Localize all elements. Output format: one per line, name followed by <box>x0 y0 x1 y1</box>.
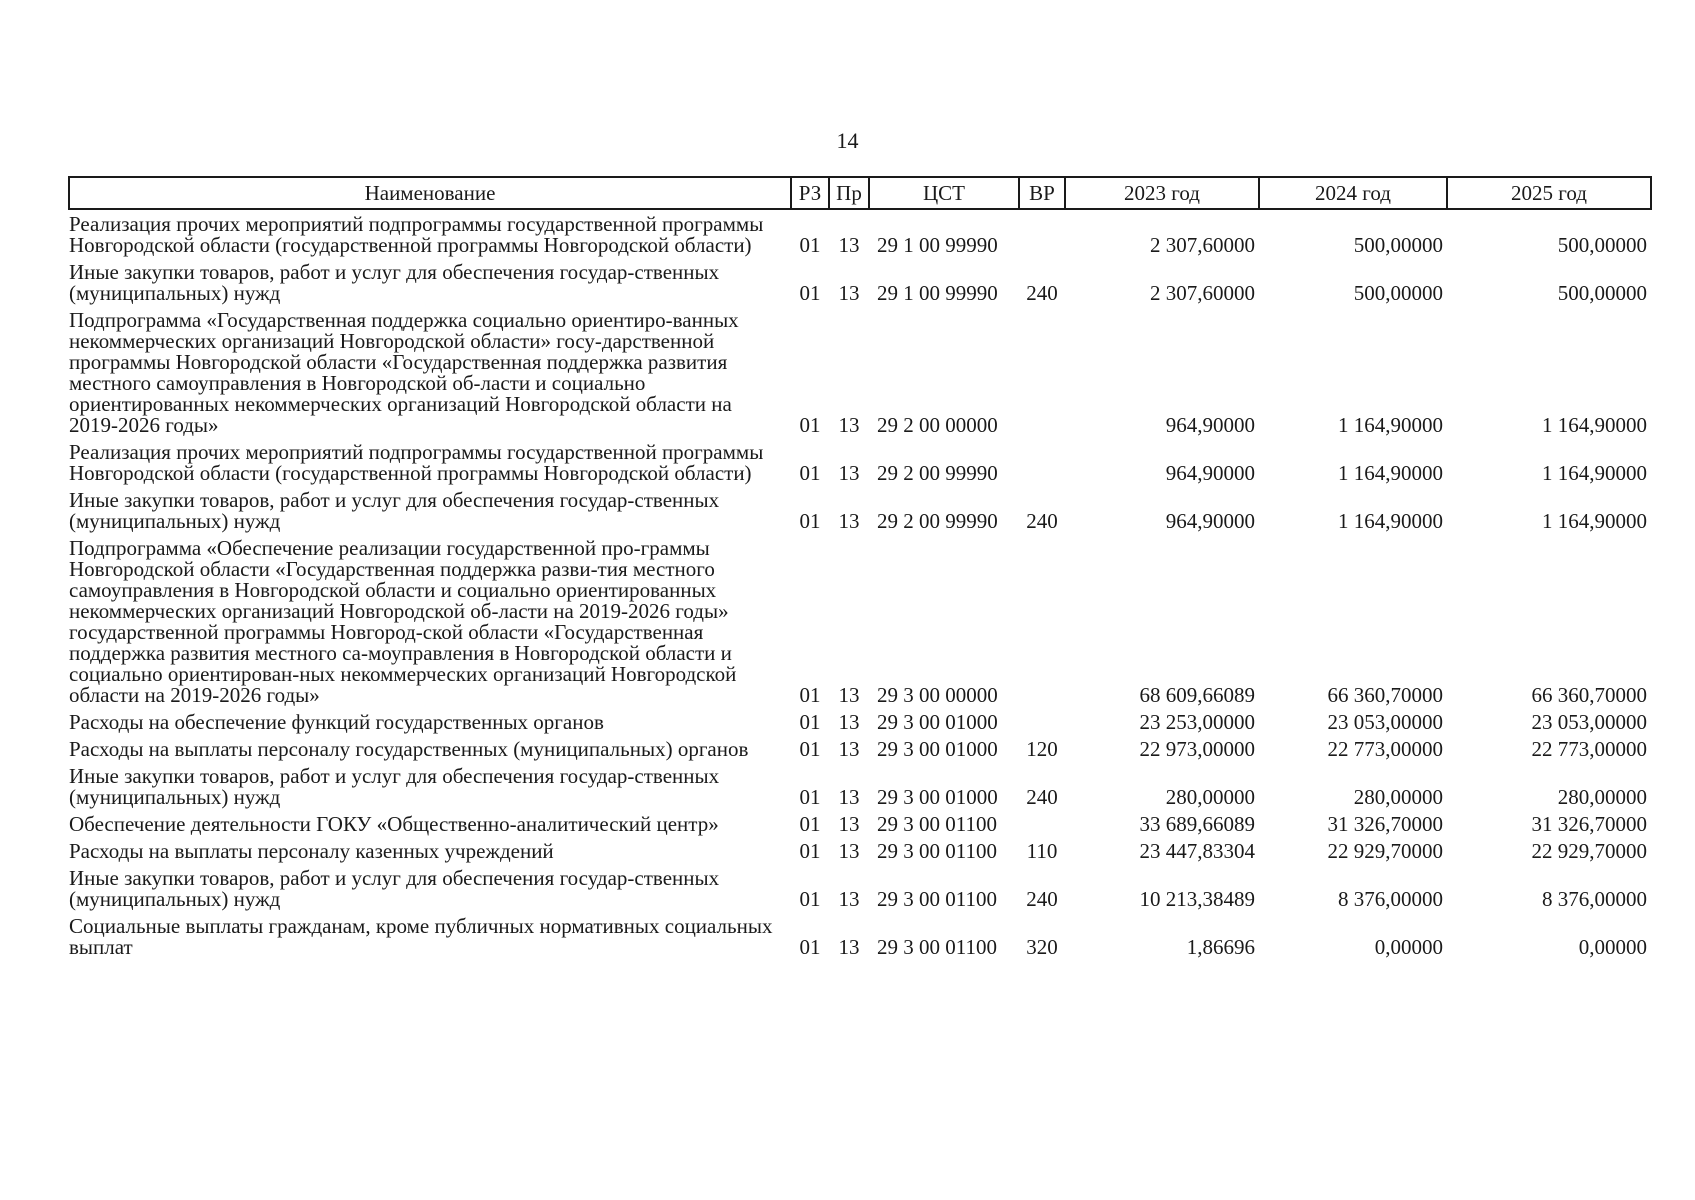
cell-vr <box>1019 534 1065 708</box>
cell-pr: 13 <box>838 887 860 911</box>
cell-2024: 1 164,90000 <box>1338 509 1443 533</box>
cell-2024: 22 929,70000 <box>1327 839 1443 863</box>
cell-2023: 33 689,66089 <box>1139 812 1255 836</box>
cell-2025: 500,00000 <box>1557 233 1647 257</box>
cell-name: Реализация прочих мероприятий подпрограммы государственной программы Новгородской области (государственной программы Новгородской области) <box>69 212 764 257</box>
cell-name: Обеспечение деятельности ГОКУ «Общественно-аналитический центр» <box>69 812 719 836</box>
cell-rz: 01 <box>799 785 821 809</box>
cell-2024: 66 360,70000 <box>1327 683 1443 707</box>
cell-cst: 29 1 00 99990 <box>877 233 998 257</box>
header-2023: 2023 год <box>1065 177 1259 209</box>
cell-2023: 2 307,60000 <box>1150 281 1255 305</box>
cell-pr: 13 <box>838 710 860 734</box>
cell-name: Иные закупки товаров, работ и услуг для обеспечения государ-ственных (муниципальных) нужд <box>69 260 720 305</box>
cell-2023: 68 609,66089 <box>1139 683 1255 707</box>
cell-vr: 240 <box>1026 281 1058 305</box>
cell-rz: 01 <box>799 710 821 734</box>
cell-cst: 29 3 00 01000 <box>877 785 998 809</box>
cell-name: Иные закупки товаров, работ и услуг для обеспечения государ-ственных (муниципальных) нужд <box>69 764 720 809</box>
cell-rz: 01 <box>799 683 821 707</box>
cell-2023: 22 973,00000 <box>1139 737 1255 761</box>
cell-2024: 31 326,70000 <box>1327 812 1443 836</box>
table-row <box>69 810 1651 837</box>
cell-pr: 13 <box>838 461 860 485</box>
cell-2025: 1 164,90000 <box>1542 461 1647 485</box>
cell-name: Расходы на обеспечение функций государственных органов <box>69 710 604 734</box>
cell-vr <box>1019 708 1065 735</box>
cell-2023: 1,86696 <box>1186 935 1255 959</box>
cell-pr: 13 <box>838 785 860 809</box>
cell-name: Иные закупки товаров, работ и услуг для обеспечения государ-ственных (муниципальных) нужд <box>69 866 720 911</box>
cell-2024: 8 376,00000 <box>1338 887 1443 911</box>
cell-cst: 29 3 00 01000 <box>877 710 998 734</box>
header-2025: 2025 год <box>1447 177 1651 209</box>
cell-name: Расходы на выплаты персоналу государственных (муниципальных) органов <box>69 737 749 761</box>
cell-vr <box>1019 209 1065 258</box>
header-2024: 2024 год <box>1259 177 1447 209</box>
table-body <box>69 209 1651 960</box>
cell-cst: 29 2 00 99990 <box>877 461 998 485</box>
cell-vr <box>1019 810 1065 837</box>
cell-2024: 23 053,00000 <box>1327 710 1443 734</box>
cell-2023: 23 447,83304 <box>1139 839 1255 863</box>
header-rz: РЗ <box>791 177 829 209</box>
cell-2023: 964,90000 <box>1165 509 1255 533</box>
table-header <box>69 177 1651 209</box>
cell-rz: 01 <box>799 887 821 911</box>
cell-rz: 01 <box>799 935 821 959</box>
table-row <box>69 486 1651 534</box>
cell-2024: 0,00000 <box>1374 935 1443 959</box>
header-cst: ЦСТ <box>869 177 1019 209</box>
budget-table <box>68 176 1652 960</box>
cell-rz: 01 <box>799 461 821 485</box>
cell-2023: 964,90000 <box>1165 413 1255 437</box>
cell-pr: 13 <box>838 281 860 305</box>
cell-cst: 29 2 00 00000 <box>877 413 998 437</box>
cell-2025: 280,00000 <box>1557 785 1647 809</box>
cell-vr: 110 <box>1026 839 1058 863</box>
cell-pr: 13 <box>838 737 860 761</box>
cell-cst: 29 3 00 01100 <box>877 935 997 959</box>
table-row <box>69 209 1651 258</box>
cell-vr: 320 <box>1026 935 1058 959</box>
table-row <box>69 735 1651 762</box>
cell-vr: 120 <box>1026 737 1058 761</box>
header-row <box>69 177 1651 209</box>
cell-pr: 13 <box>838 683 860 707</box>
cell-cst: 29 1 00 99990 <box>877 281 998 305</box>
cell-pr: 13 <box>838 509 860 533</box>
cell-2025: 500,00000 <box>1557 281 1647 305</box>
cell-2025: 0,00000 <box>1578 935 1647 959</box>
cell-2023: 2 307,60000 <box>1150 233 1255 257</box>
cell-pr: 13 <box>838 839 860 863</box>
cell-rz: 01 <box>799 233 821 257</box>
cell-2025: 8 376,00000 <box>1542 887 1647 911</box>
cell-2023: 964,90000 <box>1165 461 1255 485</box>
cell-2024: 1 164,90000 <box>1338 461 1443 485</box>
cell-name: Расходы на выплаты персоналу казенных учреждений <box>69 839 554 863</box>
cell-name: Подпрограмма «Государственная поддержка социально ориентиро-ванных некоммерческих организаций Новгородской области» госу-дарственной программы Новгородской области «Государственная поддержка развития местного самоуправления в Новгородской об-ласти и социально ориентированных некоммерческих организаций Новгородской области на 2019-2026 годы» <box>69 308 739 437</box>
cell-2024: 500,00000 <box>1353 233 1443 257</box>
cell-2025: 31 326,70000 <box>1531 812 1647 836</box>
table-row <box>69 708 1651 735</box>
cell-rz: 01 <box>799 812 821 836</box>
cell-vr: 240 <box>1026 785 1058 809</box>
cell-2025: 66 360,70000 <box>1531 683 1647 707</box>
cell-rz: 01 <box>799 509 821 533</box>
cell-2025: 1 164,90000 <box>1542 413 1647 437</box>
cell-2025: 1 164,90000 <box>1542 509 1647 533</box>
page-number: 14 <box>836 128 859 153</box>
cell-pr: 13 <box>838 413 860 437</box>
cell-2023: 280,00000 <box>1165 785 1255 809</box>
cell-rz: 01 <box>799 413 821 437</box>
header-pr: Пр <box>829 177 869 209</box>
header-name: Наименование <box>69 177 791 209</box>
cell-name: Иные закупки товаров, работ и услуг для обеспечения государ-ственных (муниципальных) нужд <box>69 488 720 533</box>
cell-cst: 29 3 00 01100 <box>877 887 997 911</box>
cell-cst: 29 2 00 99990 <box>877 509 998 533</box>
cell-name: Социальные выплаты гражданам, кроме публичных нормативных социальных выплат <box>69 914 773 959</box>
header-vr: ВР <box>1019 177 1065 209</box>
cell-2025: 22 929,70000 <box>1531 839 1647 863</box>
table-row <box>69 534 1651 708</box>
cell-cst: 29 3 00 00000 <box>877 683 998 707</box>
cell-2024: 500,00000 <box>1353 281 1443 305</box>
cell-2023: 10 213,38489 <box>1139 887 1255 911</box>
cell-cst: 29 3 00 01100 <box>877 839 997 863</box>
cell-cst: 29 3 00 01000 <box>877 737 998 761</box>
table-row <box>69 762 1651 810</box>
cell-vr: 240 <box>1026 887 1058 911</box>
table-row <box>69 258 1651 306</box>
cell-rz: 01 <box>799 839 821 863</box>
cell-2024: 280,00000 <box>1353 785 1443 809</box>
table-row <box>69 912 1651 960</box>
table-row <box>69 438 1651 486</box>
cell-2024: 1 164,90000 <box>1338 413 1443 437</box>
cell-name: Реализация прочих мероприятий подпрограммы государственной программы Новгородской области (государственной программы Новгородской области) <box>69 440 764 485</box>
cell-2025: 22 773,00000 <box>1531 737 1647 761</box>
cell-2024: 22 773,00000 <box>1327 737 1443 761</box>
table-row <box>69 864 1651 912</box>
cell-vr <box>1019 438 1065 486</box>
table-row <box>69 837 1651 864</box>
cell-rz: 01 <box>799 737 821 761</box>
cell-2025: 23 053,00000 <box>1531 710 1647 734</box>
cell-pr: 13 <box>838 812 860 836</box>
cell-pr: 13 <box>838 935 860 959</box>
cell-name: Подпрограмма «Обеспечение реализации государственной про-граммы Новгородской области «Государственная поддержка разви-тия местного самоуправления в Новгородской области и социально ориентированных некоммерческих организаций Новгородской об-ласти на 2019-2026 годы» государственной программы Новгород-ской области «Государственная поддержка развития местного са-моуправления в Новгородской области и социально ориентирован-ных некоммерческих организаций Новгородской области на 2019-2026 годы» <box>69 536 737 707</box>
cell-rz: 01 <box>799 281 821 305</box>
cell-pr: 13 <box>838 233 860 257</box>
cell-2023: 23 253,00000 <box>1139 710 1255 734</box>
cell-cst: 29 3 00 01100 <box>877 812 997 836</box>
table-row <box>69 306 1651 438</box>
cell-vr: 240 <box>1026 509 1058 533</box>
cell-vr <box>1019 306 1065 438</box>
